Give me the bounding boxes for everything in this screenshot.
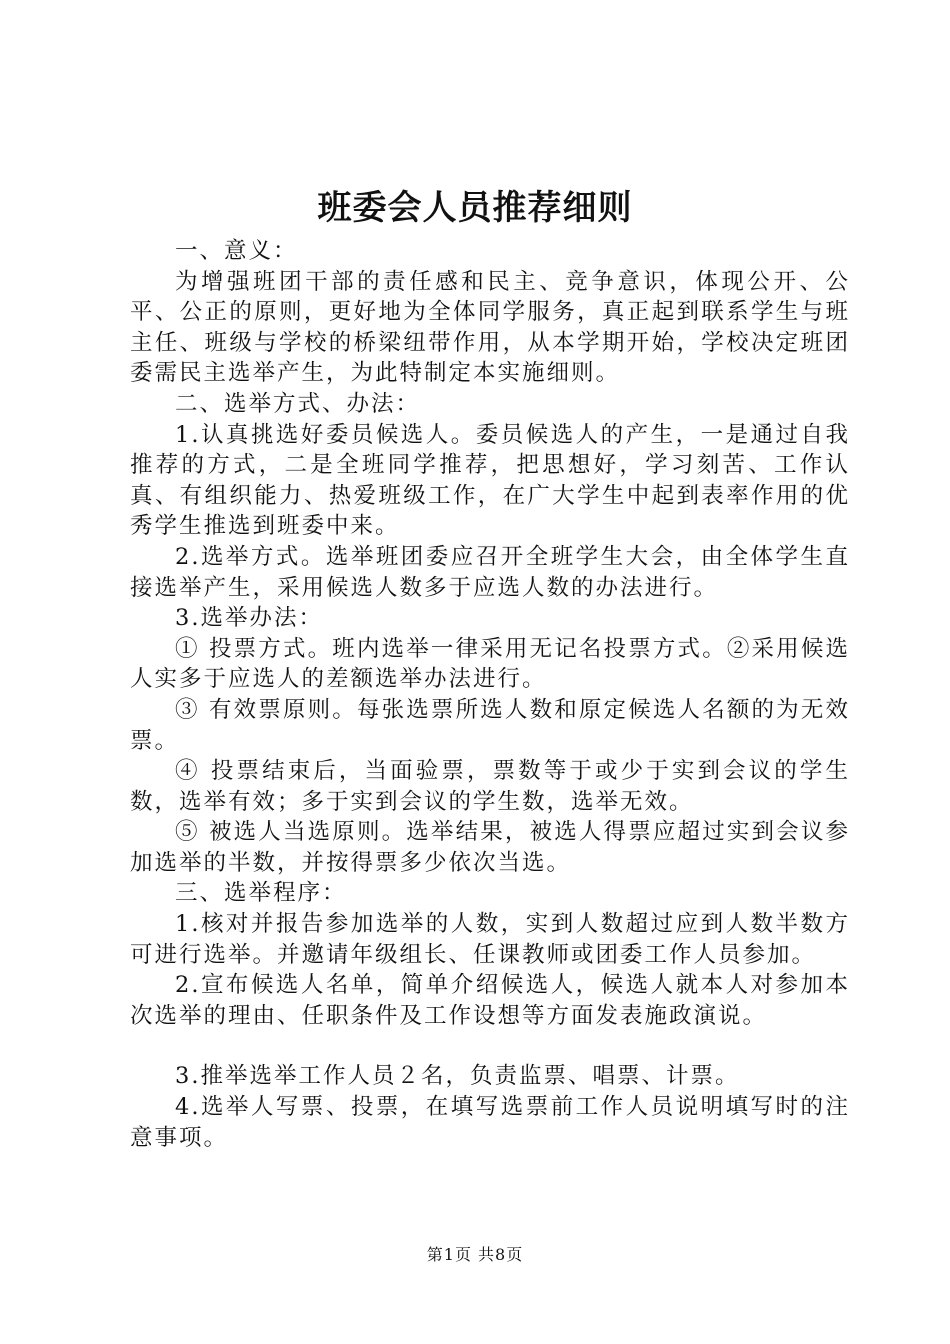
page-footer: 第1页 共8页 [426,1245,524,1264]
section-heading-significance: 一、意义： [175,238,298,264]
paragraph: 2.宣布候选人名单，简单介绍候选人，候选人就本人对参加本次选举的理由、任职条件及工作设想等方面发表施政演说。 [130,972,850,1029]
document-title: 班委会人员推荐细则 [317,188,633,228]
paragraph: 1.认真挑选好委员候选人。委员候选人的产生，一是通过自我推荐的方式，二是全班同学推荐，把思想好，学习刻苦、工作认真、有组织能力、热爱班级工作，在广大学生中起到表率作用的优秀学生推选到班委中来。 [130,421,850,540]
paragraph: 为增强班团干部的责任感和民主、竞争意识，体现公开、公平、公正的原则，更好地为全体同学服务，真正起到联系学生与班主任、班级与学校的桥梁纽带作用，从本学期开始，学校决定班团委需民主选举产生，为此特制定本实施细则。 [130,268,850,387]
paragraph: 4.选举人写票、投票，在填写选票前工作人员说明填写时的注意事项。 [130,1094,850,1151]
paragraph: ③ 有效票原则。每张选票所选人数和原定候选人名额的为无效票。 [130,696,850,754]
paragraph: 3.推举选举工作人员２名，负责监票、唱票、计票。 [175,1063,740,1090]
paragraph: 3.选举办法： [175,605,323,632]
paragraph: ⑤ 被选人当选原则。选举结果，被选人得票应超过实到会议参加选举的半数，并按得票多少依次当选。 [130,819,850,876]
section-heading-election-procedure: 三、选举程序： [175,880,347,907]
paragraph: ④ 投票结束后，当面验票，票数等于或少于实到会议的学生数，选举有效；多于实到会议的学生数，选举无效。 [130,758,850,815]
document-body [130,236,850,1153]
paragraph: ① 投票方式。班内选举一律采用无记名投票方式。②采用候选人实多于应选人的差额选举办法进行。 [130,635,850,693]
paragraph: 1.核对并报告参加选举的人数，实到人数超过应到人数半数方可进行选举。并邀请年级组长、任课教师或团委工作人员参加。 [130,911,850,968]
paragraph: 2.选举方式。选举班团委应召开全班学生大会，由全体学生直接选举产生，采用候选人数多于应选人数的办法进行。 [130,543,850,601]
section-heading-election-method: 二、选举方式、办法： [175,390,421,417]
